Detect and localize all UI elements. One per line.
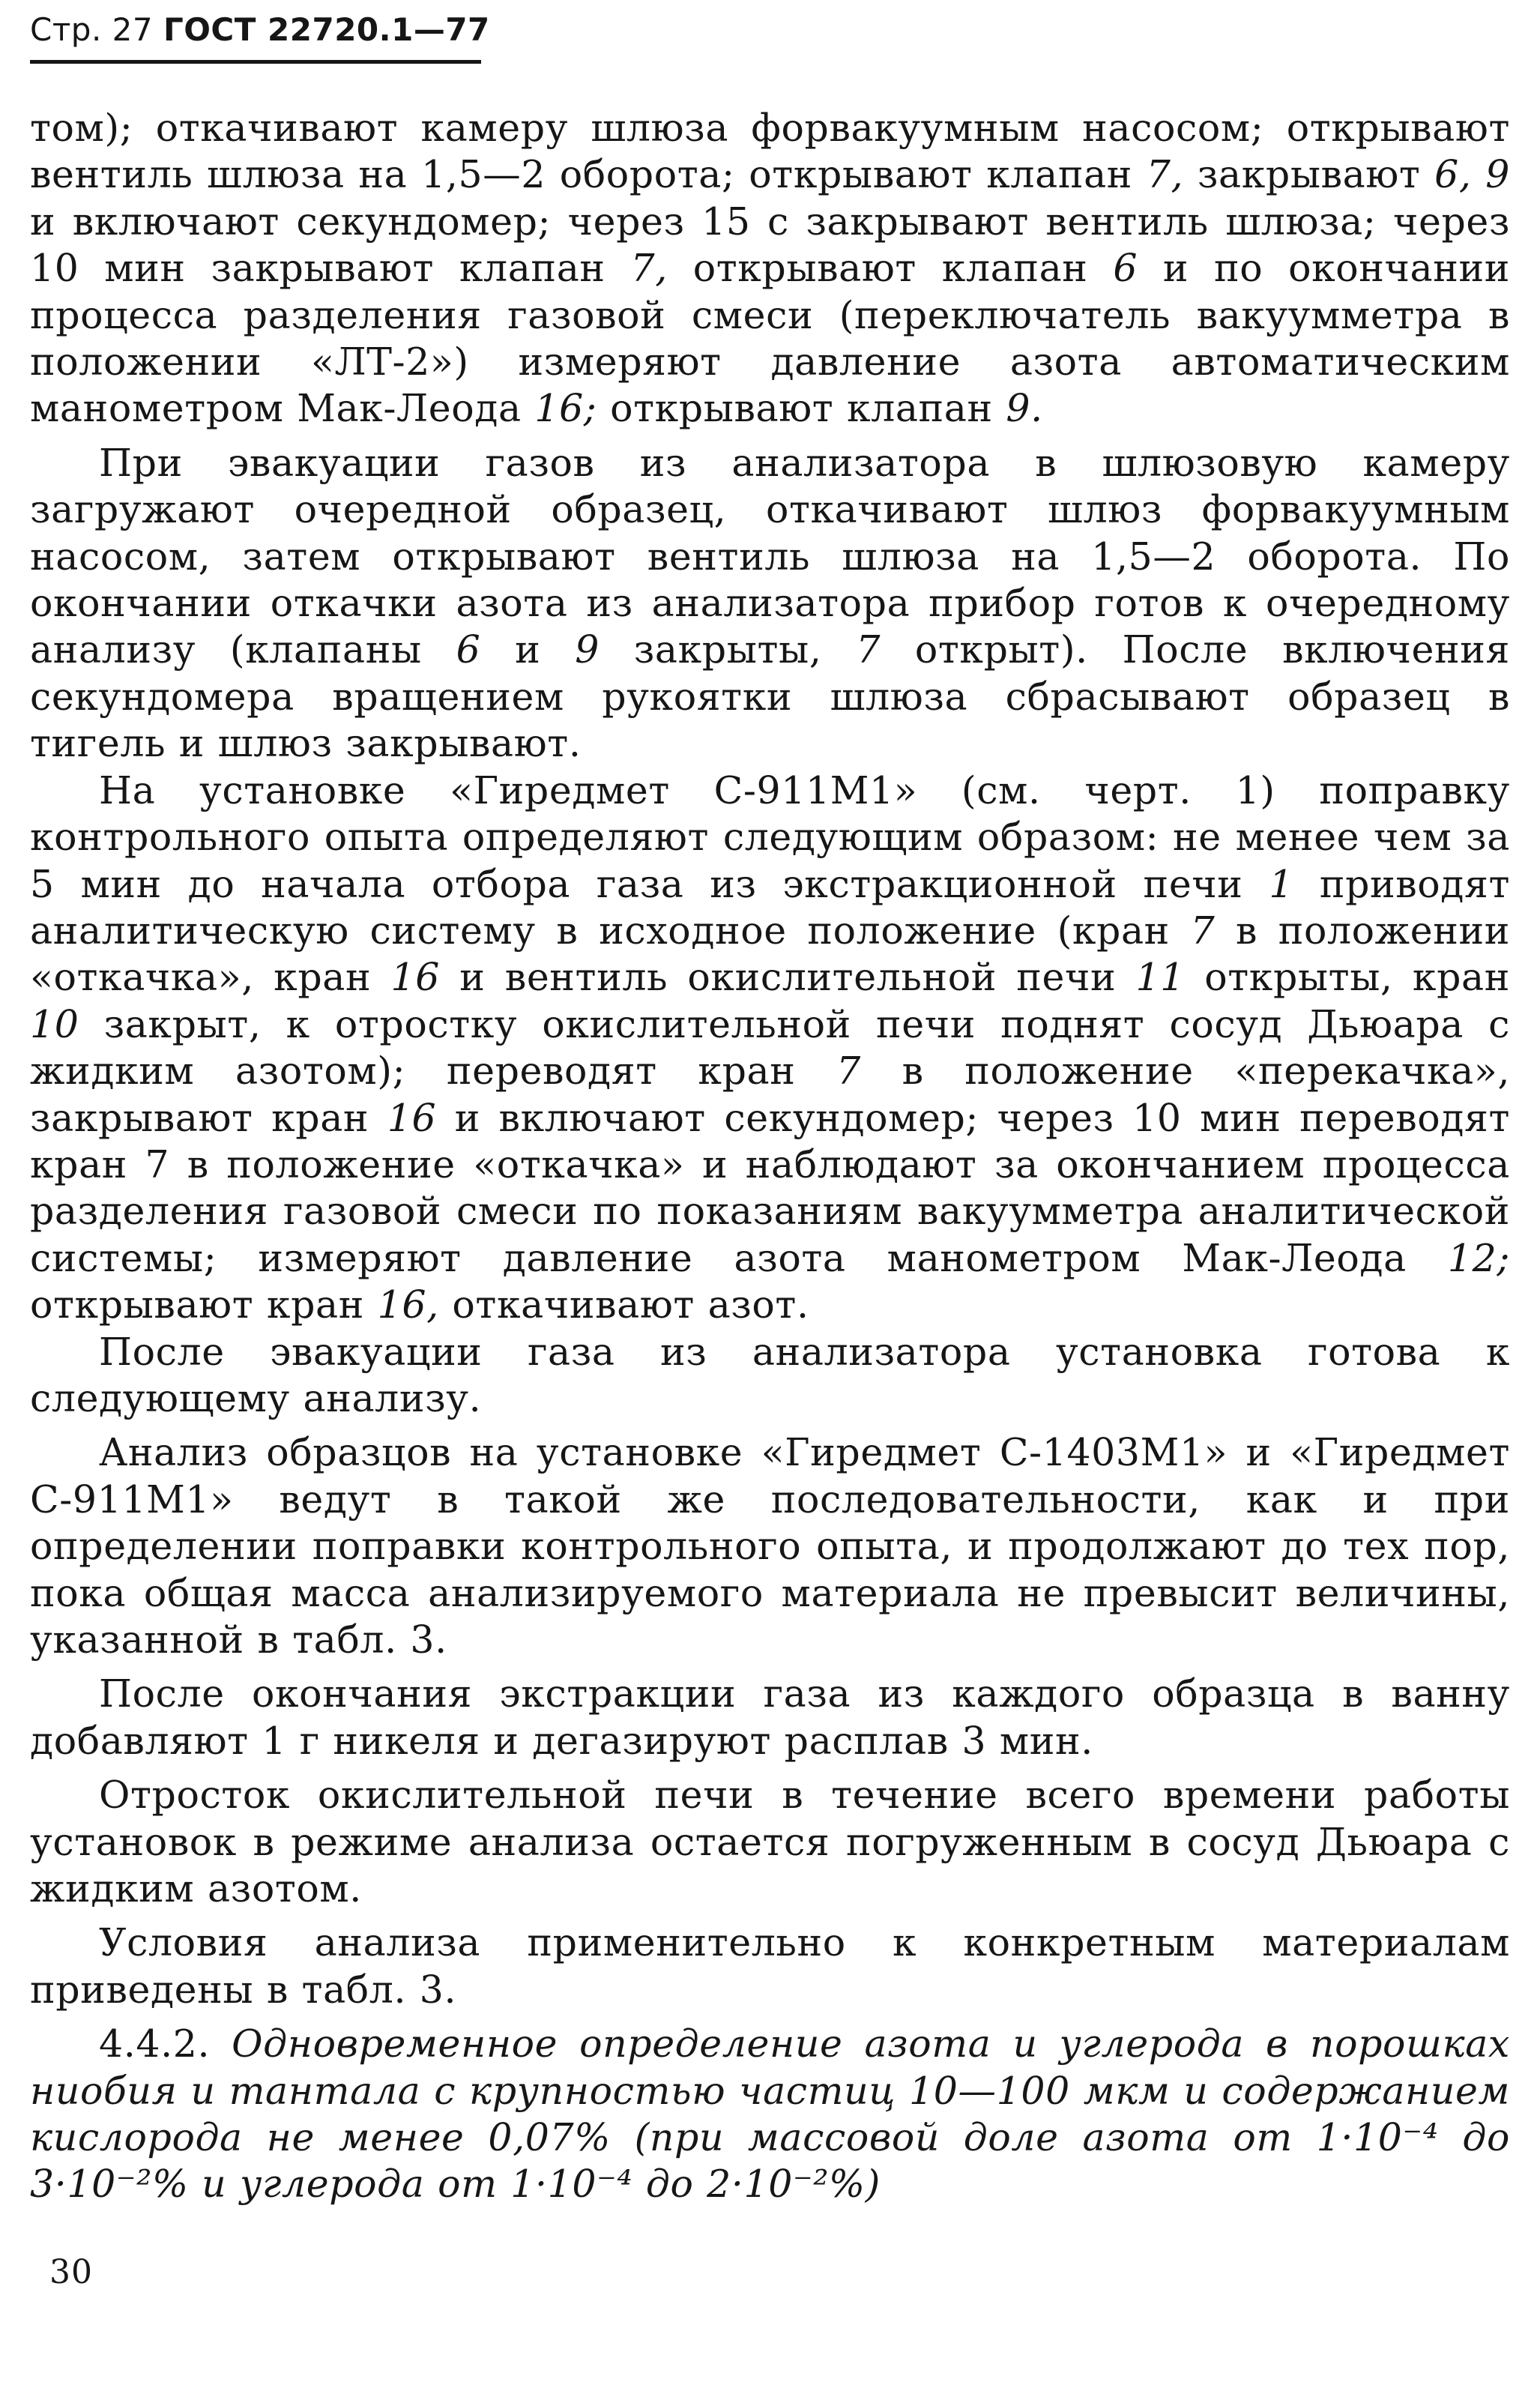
header-rule [30,60,481,64]
paragraph-7: Отросток окислительной печи в течение всего времени работы установок в режиме анализа остается погруженным в сосуд Дьюара с жидким азотом. [30,1773,1510,1911]
section-number: 4.4.2. [99,2021,211,2066]
paragraph-5: Анализ образцов на установке «Гиредмет С-1403М1» и «Гиредмет С-911М1» ведут в такой же последовательности, как и при определении поправки контрольного опыта, и продолжают до тех пор, пока общая масса анализируемого материала не превысит величины, указанной в табл. 3. [30,1430,1510,1662]
page-header [30,6,490,54]
paragraph-4: После эвакуации газа из анализатора установка готова к следующему анализу. [30,1329,1510,1420]
paragraph-6: После окончания экстракции газа из каждого образца в ванну добавляют 1 г никеля и дегазируют расплав 3 мин. [30,1671,1510,1763]
header-standard: ГОСТ 22720.1—77 [163,11,490,48]
paragraph-1: том); откачивают камеру шлюза форвакуумным насосом; открывают вентиль шлюза на 1,5—2 оборота; открывают клапан 7, закрывают 6, 9 и включают секундомер; через 15 с закрывают вентиль шлюза; через 10 мин закрывают клапан 7, открывают клапан 6 и по окончании процесса разделения газовой смеси (переключатель вакуумметра в положении «ЛТ-2») измеряют давление азота автоматическим манометром Мак-Леода 16; открывают клапан 9. [30,106,1511,431]
page-number: 30 [49,2253,93,2291]
section-4-4-2-heading [30,2021,1510,2208]
paragraph-3: На установке «Гиредмет С-911М1» (см. черт. 1) поправку контрольного опыта определяют следующим образом: не менее чем за 5 мин до начала отбора газа из экстракционной печи 1 приводят аналитическую систему в исходное положение (кран 7 в положении «откачка», кран 16 и вентиль окислительной печи 11 открыты, кран 10 закрыт, к отростку окислительной печи поднят сосуд Дьюара с жидким азотом); переводят кран 7 в положение «перекачка», закрывают кран 16 и включают секундомер; через 10 мин переводят кран 7 в положение «откачка» и наблюдают за окончанием процесса разделения газовой смеси по показаниям вакуумметра аналитической системы; измеряют давление азота манометром Мак-Леода 12; открывают кран 16, откачивают азот. [30,768,1510,1327]
body-text [30,105,1510,2208]
header-page-label: Стр. 27 [30,11,154,48]
paragraph-2: При эвакуации газов из анализатора в шлюзовую камеру загружают очередной образец, откачивают шлюз форвакуумным насосом, затем открывают вентиль шлюза на 1,5—2 оборота. По окончании откачки азота из анализатора прибор готов к очередному анализу (клапаны 6 и 9 закрыты, 7 открыт). После включения секундомера вращением рукоятки шлюза сбрасывают образец в тигель и шлюз закрывают. [30,440,1510,766]
paragraph-8: Условия анализа применительно к конкретным материалам приведены в табл. 3. [30,1920,1510,2012]
section-title: Одновременное определение азота и углерода в порошках ниобия и тантала с крупностью частиц 10—100 мкм и содержанием кислорода не менее 0,07% (при массовой доле азота от 1·10⁻⁴ до 3·10⁻²% и углерода от 1·10⁻⁴ до 2·10⁻²%) [30,2021,1510,2207]
